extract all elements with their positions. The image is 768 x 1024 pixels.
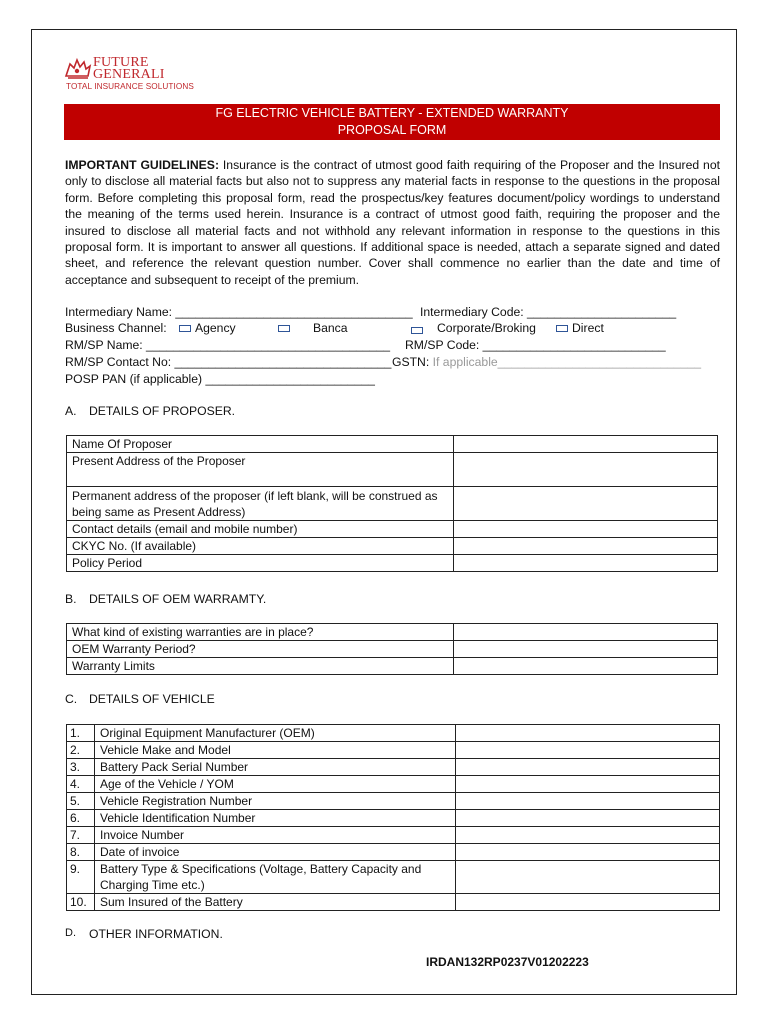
direct-label: Direct (572, 321, 604, 335)
table-cell-label: Date of invoice (94, 844, 455, 861)
corporate-option[interactable] (411, 320, 536, 336)
business-channel-label: Business Channel: (65, 321, 167, 335)
table-row (67, 776, 720, 793)
section-d-letter: D. (65, 927, 76, 939)
section-d-heading (65, 927, 223, 941)
section-b-title: DETAILS OF OEM WARRAMTY (89, 592, 263, 606)
logo-tagline: TOTAL INSURANCE SOLUTIONS (66, 82, 194, 91)
table-row (67, 861, 720, 894)
table-cell-input[interactable] (456, 759, 720, 776)
guidelines-text: Insurance is the contract of utmost good faith requiring of the Proposer and the Insured not only to disclose all material facts but also not to suppress any material facts in response to the questions in the proposal form. Before completing this proposal form, read the prospectus/key features document/policy wordings to understand the meaning of the terms used herein. Insurance is a contract of utmost good faith, requiring the proposer and the insured to disclose all material facts and not withhold any relevant information in response to the questions in this proposal form. It is important to answer all questions. If additional space is needed, attach a separate signed and dated sheet, and reference the relevant question number. Cover shall commence no earlier than the date and time of acceptance and subsequent to receipt of the premium. (65, 158, 720, 287)
table-row (67, 894, 720, 911)
oem-warranty-table (66, 623, 718, 675)
table-row (67, 641, 718, 658)
table-cell-label: Invoice Number (94, 827, 455, 844)
table-cell-input[interactable] (456, 793, 720, 810)
table-cell-input[interactable] (456, 894, 720, 911)
table-cell-label: Original Equipment Manufacturer (OEM) (94, 725, 455, 742)
corporate-checkbox[interactable] (411, 327, 423, 334)
table-cell-label: Vehicle Registration Number (94, 793, 455, 810)
form-title: FG ELECTRIC VEHICLE BATTERY - EXTENDED WARRANTY (215, 106, 569, 120)
table-cell-input[interactable] (454, 453, 718, 487)
table-row (67, 538, 718, 555)
logo-text-future: FUTURE (93, 55, 149, 70)
row-number: 7. (67, 827, 95, 844)
logo-text-generali: GENERALI (93, 67, 165, 82)
table-row (67, 725, 720, 742)
table-cell-input[interactable] (454, 624, 718, 641)
table-cell-input[interactable] (454, 641, 718, 658)
table-cell-input[interactable] (454, 538, 718, 555)
table-cell-label: Warranty Limits (67, 658, 454, 675)
table-cell-label: What kind of existing warranties are in place? (67, 624, 454, 641)
gstn-label: GSTN: (392, 355, 430, 369)
agency-option[interactable] (179, 320, 236, 336)
intermediary-name-field[interactable]: Intermediary Name: ___________________________________ (65, 305, 413, 319)
table-row (67, 759, 720, 776)
table-cell-label: Sum Insured of the Battery (94, 894, 455, 911)
section-d-suffix: . (219, 927, 223, 941)
posp-pan-label: POSP PAN (if applicable) (65, 372, 203, 386)
table-cell-label: Name Of Proposer (67, 436, 454, 453)
direct-checkbox[interactable] (556, 325, 568, 332)
row-number: 4. (67, 776, 95, 793)
table-cell-input[interactable] (454, 436, 718, 453)
table-cell-input[interactable] (456, 861, 720, 894)
table-row (67, 453, 718, 487)
rmsp-name-field[interactable]: RM/SP Name: ____________________________________ (65, 338, 391, 352)
table-cell-input[interactable] (456, 742, 720, 759)
section-a-heading (65, 404, 235, 418)
table-row (67, 844, 720, 861)
agency-label: Agency (195, 321, 236, 335)
table-cell-input[interactable] (456, 725, 720, 742)
table-cell-input[interactable] (456, 810, 720, 827)
table-row (67, 742, 720, 759)
section-c-title: DETAILS OF VEHICLE (89, 692, 215, 706)
table-cell-input[interactable] (456, 827, 720, 844)
banca-option[interactable] (278, 320, 348, 336)
section-a-letter: A. (65, 404, 77, 418)
corporate-label: Corporate/Broking (437, 321, 536, 335)
table-row (67, 555, 718, 572)
row-number: 6. (67, 810, 95, 827)
table-row (67, 487, 718, 521)
section-a-title: DETAILS OF PROPOSER. (89, 404, 236, 418)
row-number: 8. (67, 844, 95, 861)
proposer-table (66, 435, 718, 572)
table-cell-input[interactable] (456, 844, 720, 861)
table-row (67, 793, 720, 810)
table-cell-input[interactable] (454, 521, 718, 538)
table-cell-label: Battery Pack Serial Number (94, 759, 455, 776)
table-cell-label: Vehicle Make and Model (94, 742, 455, 759)
intermediary-code-field[interactable]: Intermediary Code: ______________________ (420, 305, 677, 319)
form-subtitle: PROPOSAL FORM (337, 123, 447, 137)
table-row (67, 810, 720, 827)
rmsp-code-field[interactable]: RM/SP Code: ___________________________ (405, 338, 666, 352)
posp-pan-line: _________________________ (205, 372, 375, 386)
table-row (67, 827, 720, 844)
table-row (67, 658, 718, 675)
table-cell-input[interactable] (454, 555, 718, 572)
title-banner (64, 104, 720, 140)
row-number: 1. (67, 725, 95, 742)
important-guidelines (65, 157, 720, 288)
table-cell-label: Permanent address of the proposer (if left blank, will be construed as being same as Present Address) (67, 487, 454, 521)
direct-option[interactable] (556, 320, 604, 336)
table-cell-label: OEM Warranty Period? (67, 641, 454, 658)
table-cell-input[interactable] (456, 776, 720, 793)
gstn-placeholder: If applicable______________________________ (432, 355, 702, 369)
table-row (67, 624, 718, 641)
row-number: 9. (67, 861, 95, 894)
vehicle-table (66, 724, 720, 911)
row-number: 5. (67, 793, 95, 810)
table-cell-label: Age of the Vehicle / YOM (94, 776, 455, 793)
table-cell-label: Vehicle Identification Number (94, 810, 455, 827)
section-c-letter: C. (65, 692, 78, 706)
agency-checkbox[interactable] (179, 325, 191, 332)
future-generali-logo (64, 53, 204, 95)
table-cell-label: CKYC No. (If available) (67, 538, 454, 555)
posp-pan-field[interactable] (65, 371, 375, 387)
table-cell-label: Contact details (email and mobile number) (67, 521, 454, 538)
row-number: 3. (67, 759, 95, 776)
banca-label: Banca (313, 321, 348, 335)
table-row (67, 521, 718, 538)
guidelines-heading: IMPORTANT GUIDELINES: (65, 158, 219, 172)
table-cell-input[interactable] (454, 487, 718, 521)
table-row (67, 436, 718, 453)
irda-code: IRDAN132RP0237V01202223 (426, 955, 589, 969)
table-cell-label: Present Address of the Proposer (67, 453, 454, 487)
gstn-field[interactable] (392, 354, 701, 370)
section-b-suffix: . (262, 592, 267, 606)
section-b-heading (65, 592, 266, 606)
section-b-letter: B. (65, 592, 77, 606)
row-number: 2. (67, 742, 95, 759)
row-number: 10. (67, 894, 95, 911)
lion-emblem-icon (64, 56, 92, 80)
table-cell-input[interactable] (454, 658, 718, 675)
banca-checkbox[interactable] (278, 325, 290, 332)
rmsp-contact-field[interactable]: RM/SP Contact No: ________________________________ (65, 355, 392, 369)
section-c-heading (65, 692, 215, 706)
table-cell-label: Policy Period (67, 555, 454, 572)
table-cell-label: Battery Type & Specifications (Voltage, Battery Capacity and Charging Time etc.) (94, 861, 455, 894)
section-d-title: OTHER INFORMATION (89, 927, 220, 941)
